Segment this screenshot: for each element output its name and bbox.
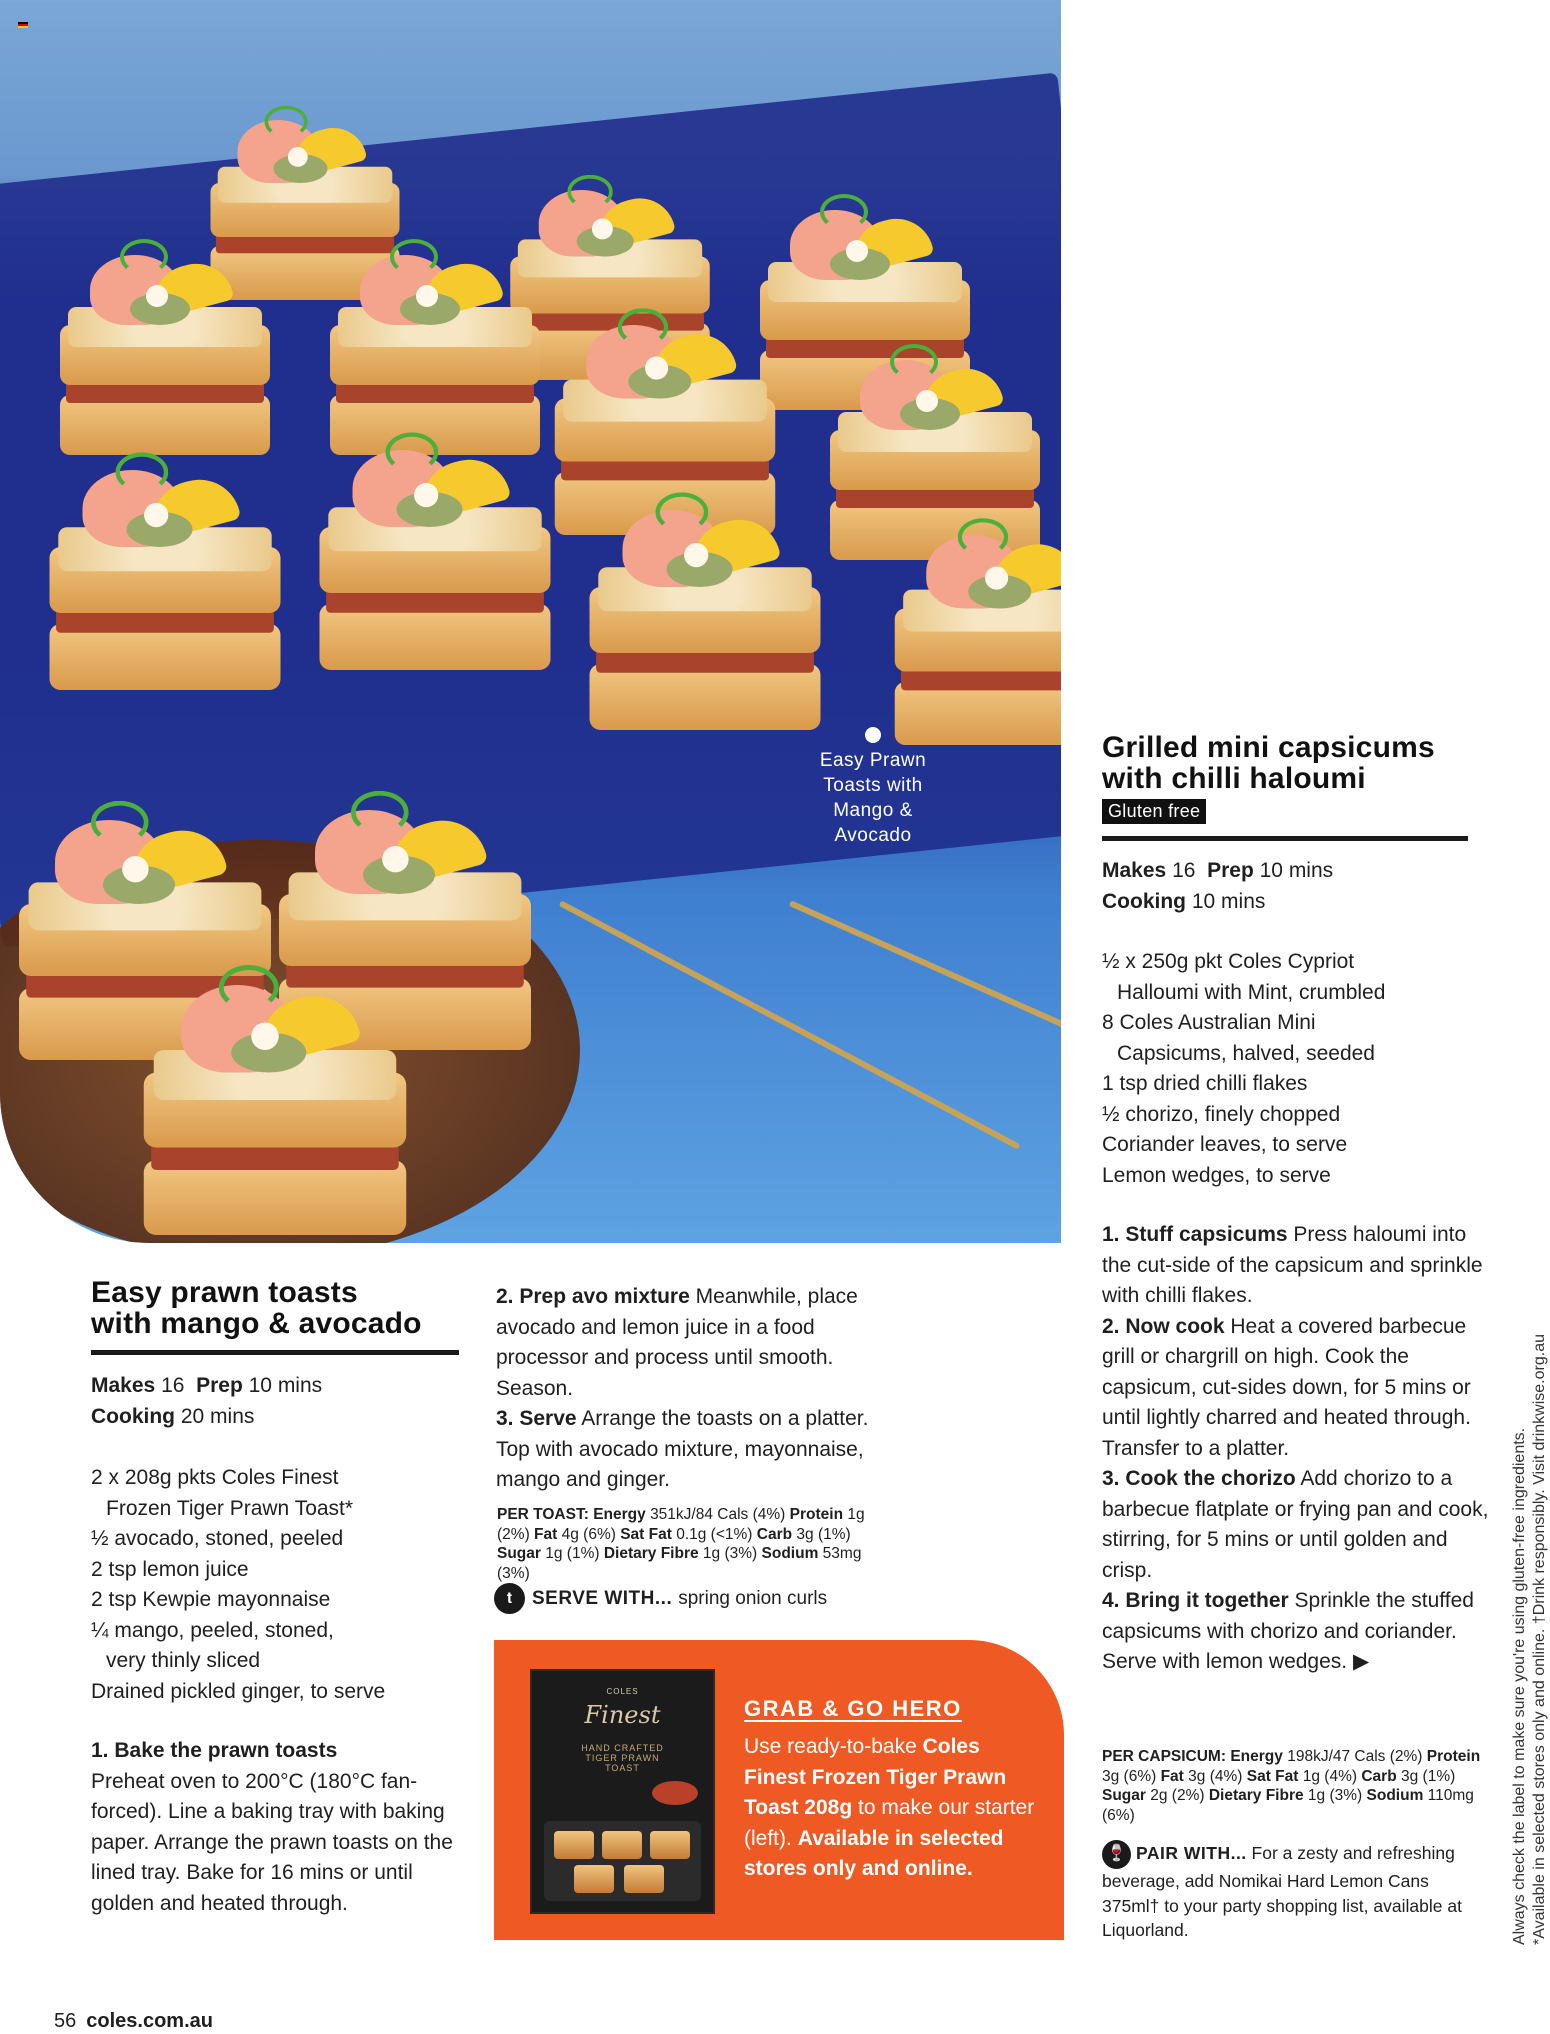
hero-photo [0,0,1061,1243]
prawn-toast [330,255,540,455]
caption-line: Mango & [833,800,913,821]
method-step: 3. Cook the chorizo Add chorizo to a barbecue flatplate or frying pan and cook, stirring, for 5 mins or until golden and crisp. [1102,1467,1489,1582]
method-steps [496,1282,876,1496]
method-step [91,1736,471,1919]
disclaimer [1510,1225,1550,1945]
step-label: 1. Bake the prawn toasts [91,1739,338,1762]
ingredient-item: Halloumi with Mint, crumbled [1117,980,1386,1004]
promo-box [494,1640,1064,1940]
nutrition-info: PER TOAST: Energy 351kJ/84 Cals (4%) Protein 1g (2%) Fat 4g (6%) Sat Fat 0.1g (<1%) Carb 3g (1%) Sugar 1g (1%) Dietary Fibre 1g (3%) Sodium 53mg (3%) [497,1506,865,1582]
flag-mark-icon [18,22,28,28]
serve-with-text: spring onion curls [678,1587,828,1609]
ingredient-list [1102,947,1502,1191]
ingredient-item: 2 tsp Kewpie mayonnaise [91,1588,331,1611]
method-step: 2. Prep avo mixture Meanwhile, place avocado and lemon juice in a food processor and process until smooth. Season. [496,1285,858,1400]
caption-line: Easy Prawn [819,750,927,771]
pack-subtitle: HAND CRAFTED TIGER PRAWN TOAST [581,1743,664,1773]
promo-text: Use ready-to-bake Coles Finest Frozen Tiger Prawn Toast 208g to make our starter (left). Available in selected stores only and online. [744,1735,1035,1880]
title-line: Grilled mini capsicums [1102,731,1435,764]
title-divider [91,1350,459,1355]
pack-brand: Finest [584,1701,661,1729]
pack-tray [544,1821,701,1901]
ingredient-item: Drained pickled ginger, to serve [91,1679,386,1703]
disclaimer-line: *Available in selected stores only and online. †Drink responsibly. Visit drinkwise.org.au [1531,1334,1548,1945]
pair-with [1102,1840,1482,1943]
title-line: Easy prawn toasts [91,1276,358,1309]
ingredient-item: ¼ mango, peeled, stoned, [91,1618,334,1642]
disclaimer-line: Always check the label to make sure you're using gluten-free ingredients. [1511,1427,1528,1945]
title-line: with chilli haloumi [1102,762,1366,795]
ingredient-item: 1 tsp dried chilli flakes [1102,1072,1308,1095]
pack-brand-small: COLES [606,1687,639,1696]
ingredient-item: Lemon wedges, to serve [1102,1163,1331,1187]
method-step: 2. Now cook Heat a covered barbecue grill or chargrill on high. Cook the capsicum, cut-sides down, for 5 mins or until lightly charred and heated through. Transfer to a platter. [1102,1314,1471,1460]
ingredient-item: 8 Coles Australian Mini [1102,1011,1316,1034]
page-number: 56 [54,2010,77,2032]
method-steps [1102,1220,1492,1678]
ingredient-list [91,1463,491,1707]
method-step: 1. Stuff capsicums Press haloumi into the cut-side of the capsicum and sprinkle with chilli flakes. [1102,1223,1483,1307]
method-step: 3. Serve Arrange the toasts on a platter. Top with avocado mixture, mayonnaise, mango and ginger. [496,1407,869,1491]
prawn-toast [590,510,821,730]
ingredient-item: 2 x 208g pkts Coles Finest [91,1466,339,1489]
ingredient-item: Capsicums, halved, seeded [1117,1041,1375,1065]
recipe-meta: Makes 16 Prep 10 mins Cooking 20 mins [91,1374,323,1428]
prawn-toast [320,450,551,670]
photo-caption [800,748,946,848]
promo-heading: GRAB & GO HERO [744,1696,962,1721]
ingredient-item: ½ avocado, stoned, peeled [91,1527,344,1550]
prawn-toast [50,470,281,690]
caption-line: Toasts with [823,775,923,796]
dipping-sauce [652,1781,698,1805]
ingredient-item: Coriander leaves, to serve [1102,1133,1348,1156]
title-line: with mango & avocado [91,1307,422,1340]
prawn-toast [830,360,1040,560]
page-footer [54,2010,213,2033]
ingredient-item: 2 tsp lemon juice [91,1557,249,1581]
site-link[interactable]: coles.com.au [86,2010,213,2032]
pair-with-label: PAIR WITH... [1136,1843,1247,1864]
caption-line: Avocado [834,825,912,846]
ingredient-item: Frozen Tiger Prawn Toast* [106,1496,354,1520]
gluten-free-badge: Gluten free [1102,799,1206,824]
step-text: Preheat oven to 200°C (180°C fan-forced). Line a baking tray with baking paper. Arrange the prawn toasts on the lined tray. Bake for 16 mins or until golden and heated through. [91,1769,453,1915]
serve-with-label: SERVE WITH... [532,1587,673,1609]
cutlery-icon: 𝐭 [494,1583,525,1614]
prawn-toast [895,535,1061,745]
prawn-toast [144,985,407,1235]
ingredient-item: ½ chorizo, finely chopped [1102,1102,1341,1126]
method-step: 4. Bring it together Sprinkle the stuffed capsicums with chorizo and coriander. Serve with lemon wedges. ▶ [1102,1589,1474,1673]
recipe-meta: Makes 16 Prep 10 mins Cooking 10 mins [1102,859,1334,913]
ingredient-item: ½ x 250g pkt Coles Cypriot [1102,950,1355,973]
product-pack-image [530,1669,715,1914]
recipe-title [1102,732,1502,794]
wine-glass-icon: 🍷 [1102,1840,1131,1869]
nutrition-info: PER CAPSICUM: Energy 198kJ/47 Cals (2%) Protein 3g (6%) Fat 3g (4%) Sat Fat 1g (4%) Carb 3g (1%) Sugar 2g (2%) Dietary Fibre 1g (3%) Sodium 110mg (6%) [1102,1748,1481,1824]
title-divider [1102,836,1468,841]
recipe-title [91,1277,471,1339]
serve-with [494,1583,914,1614]
gold-fork [559,900,1021,1149]
ingredient-item: very thinly sliced [106,1649,261,1672]
pair-with-text: For a zesty and refreshing beverage, add Nomikai Hard Lemon Cans 375ml† to your party shopping list, available at Liquorland. [1102,1843,1462,1940]
gold-fork [789,900,1061,1036]
caption-dot-icon [865,727,881,743]
prawn-toast [60,255,270,455]
